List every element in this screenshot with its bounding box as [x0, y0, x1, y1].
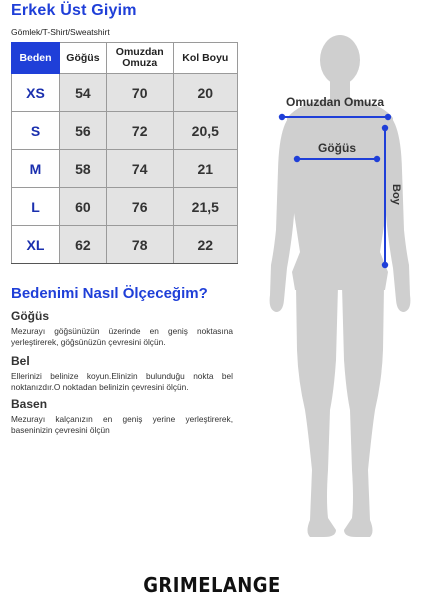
guide-section-chest	[11, 309, 233, 348]
guide-section-hip	[11, 397, 233, 436]
measure-point	[279, 114, 285, 120]
shoulder-cell: 76	[106, 188, 173, 226]
header-size: Beden	[12, 43, 60, 74]
size-table	[11, 42, 238, 264]
length-label: Boy	[390, 184, 402, 205]
sleeve-cell: 20	[173, 74, 237, 112]
measure-point	[385, 114, 391, 120]
sleeve-cell: 22	[173, 226, 237, 264]
size-cell: XS	[12, 74, 60, 112]
table-row	[12, 226, 238, 264]
guide-heading: Basen	[11, 397, 48, 411]
size-cell: M	[12, 150, 60, 188]
shoulder-cell: 78	[106, 226, 173, 264]
table-row	[12, 74, 238, 112]
page-subtitle: Gömlek/T-Shirt/Sweatshirt	[11, 27, 110, 37]
table-row	[12, 150, 238, 188]
size-cell: XL	[12, 226, 60, 264]
guide-text: Mezurayı göğsünüzün üzerinde en geniş noktasına yerleştirerek, göğsünüzün çevresini ölçün.	[11, 326, 233, 347]
header-chest: Göğüs	[60, 43, 107, 74]
table-row	[12, 112, 238, 150]
chest-cell: 60	[60, 188, 107, 226]
header-shoulder-line2: Omuza	[122, 57, 158, 69]
body-measurement-figure	[260, 28, 424, 568]
sleeve-cell: 21	[173, 150, 237, 188]
guide-heading: Göğüs	[11, 309, 49, 323]
header-sleeve: Kol Boyu	[173, 43, 237, 74]
chest-cell: 58	[60, 150, 107, 188]
size-cell: L	[12, 188, 60, 226]
page-title: Erkek Üst Giyim	[11, 2, 137, 19]
measure-point	[382, 125, 388, 131]
shoulder-cell: 74	[106, 150, 173, 188]
chest-cell: 54	[60, 74, 107, 112]
table-row	[12, 188, 238, 226]
chest-cell: 62	[60, 226, 107, 264]
measure-guide-title: Bedenimi Nasıl Ölçeceğim?	[11, 285, 208, 302]
brand-logo: GRIMELANGE	[143, 573, 281, 597]
guide-section-waist	[11, 354, 233, 393]
sleeve-cell: 20,5	[173, 112, 237, 150]
sleeve-cell: 21,5	[173, 188, 237, 226]
male-body-silhouette-icon	[270, 35, 411, 537]
shoulder-cell: 70	[106, 74, 173, 112]
shoulder-label: Omuzdan Omuza	[285, 95, 385, 109]
size-table-header	[12, 43, 238, 74]
guide-text: Ellerinizi belinize koyun.Elinizin bulunduğu nokta bel noktanızdır.O noktadan belinizin çevresini ölçün.	[11, 371, 233, 392]
measure-point	[382, 262, 388, 268]
chest-label: Göğüs	[318, 141, 356, 155]
shoulder-cell: 72	[106, 112, 173, 150]
guide-heading: Bel	[11, 354, 30, 368]
measure-point	[294, 156, 300, 162]
size-cell: S	[12, 112, 60, 150]
chest-cell: 56	[60, 112, 107, 150]
guide-text: Mezurayı kalçanızın en geniş yerine yerleştirerek, baseninizin çevresini ölçün	[11, 414, 233, 435]
header-shoulder	[106, 43, 173, 74]
table-divider	[11, 263, 238, 264]
measure-point	[374, 156, 380, 162]
header-shoulder-line1: Omuzdan	[115, 46, 164, 58]
